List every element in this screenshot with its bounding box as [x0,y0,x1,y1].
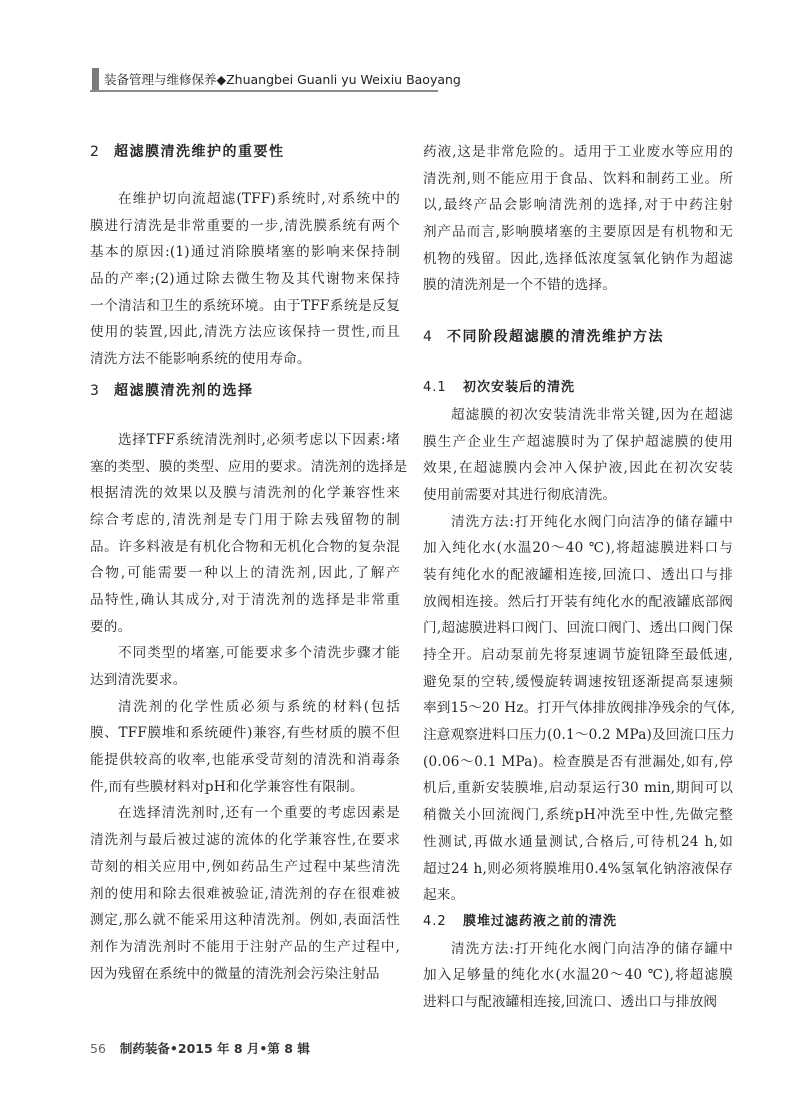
text-line: 因为残留在系统中的微量的清洗剂会污染注射品 [90,965,380,982]
section-2-heading [90,139,400,165]
paragraph [90,694,400,801]
text-line: 稍微关小回流阀门,系统pH冲洗至中性,先做完整 [423,807,733,824]
section-3-heading [90,378,400,404]
subsection-title: 膜堆过滤药液之前的清洗 [463,913,618,929]
text-line: 件,而有些膜材料对pH和化学兼容性有限制。 [90,778,364,795]
text-line: 在选择清洗剂时,还有一个重要的考虑因素是 [118,805,400,822]
text-line: 门,超滤膜进料口阀门、回流口阀门、透出口阀门保 [423,620,733,637]
text-line: 清洗剂,则不能应用于食品、饮料和制药工业。所 [423,170,733,187]
section-title: 不同阶段超滤膜的清洗维护方法 [447,329,664,346]
text-line: 起来。 [423,887,465,904]
page-footer [90,1039,310,1057]
text-line: 综合考虑的,清洗剂是专门用于除去残留物的制 [90,511,400,528]
paragraph [90,800,400,987]
text-line: 在维护切向流超滤(TFF)系统时,对系统中的 [118,191,400,207]
right-column [423,139,736,1016]
paragraph [90,640,400,693]
text-line: 加入足够量的纯化水(水温20～40 ℃),将超滤膜 [423,967,733,984]
paragraph [90,427,408,641]
text-line: 清洗剂与最后被过滤的流体的化学兼容性,在要求 [90,832,400,849]
text-line: 品特性,确认其成分,对于清洗剂的选择是非常重 [90,591,400,608]
text-line: 清洗剂的化学性质必须与系统的材料(包括 [118,698,400,715]
text-line: 膜、TFF膜堆和系统硬件)兼容,有些材质的膜不但 [90,725,400,742]
paragraph [423,139,733,299]
text-line: 持全开。启动泵前先将泵速调节旋钮降至最低速, [423,647,733,663]
section-title: 超滤膜清洗剂的选择 [114,382,254,399]
text-line: 根据清洗的效果以及膜与清洗剂的化学兼容性来 [90,485,400,502]
text-line: 清洗方法:打开纯化水阀门向洁净的储存罐中 [451,513,733,530]
text-line: 加入纯化水(水温20～40 ℃),将超滤膜进料口与 [423,540,733,557]
text-line: 装有纯化水的配液罐相连接,回流口、透出口与排 [423,566,733,583]
section-number: 4 [423,329,434,346]
text-line: 剂产品而言,影响膜堵塞的主要原因是有机物和无 [423,224,733,241]
header-bar-decoration [92,68,99,90]
subsection-title: 初次安装后的清洗 [463,380,576,396]
text-line: 避免泵的空转,缓慢旋转调速按钮逐渐提高泵速频 [423,673,733,690]
section-4-heading [423,324,733,350]
text-line: 塞的类型、膜的类型、应用的要求。清洗剂的选择是 [90,458,408,475]
text-line: 机后,重新安装膜堆,启动泵运行30 min,期间可以 [423,780,733,797]
text-line: 超过24 h,则必须将膜堆用0.4%氢氧化钠溶液保存 [423,860,733,877]
section-number: 2 [90,144,101,160]
text-line: 清洗方法不能影响系统的使用寿命。 [90,351,311,368]
text-line: 一个清洁和卫生的系统环境。由于TFF系统是反复 [90,297,400,314]
text-line: 基本的原因:(1)通过消除膜堵塞的影响来保持制 [90,244,400,261]
text-line: (0.06～0.1 MPa)。检查膜是否有泄漏处,如有,停 [423,753,733,770]
text-line: 膜进行清洗是非常重要的一步,清洗膜系统有两个 [90,217,400,234]
text-line: 进料口与配液罐相连接,回流口、透出口与排放阀 [423,993,718,1010]
page-number: 56 [90,1041,106,1056]
running-title: 装备管理与维修保养◆Zhuangbei Guanli yu Weixiu Baoyang [104,72,461,87]
text-line: 率到15～20 Hz。打开气体排放阀排净残余的气体, [423,700,736,717]
text-line: 效果,在超滤膜内会冲入保护液,因此在初次安装 [423,460,733,477]
text-line: 以,最终产品会影响清洗剂的选择,对于中药注射 [423,197,733,214]
section-title: 超滤膜清洗维护的重要性 [114,144,285,160]
text-line: 苛刻的相关应用中,例如药品生产过程中某些清洗 [90,858,400,875]
subsection-number: 4.1 [423,380,447,396]
text-line: 膜生产企业生产超滤膜时为了保护超滤膜的使用 [423,433,733,450]
text-line: 选择TFF系统清洗剂时,必须考虑以下因素:堵 [118,431,400,448]
text-line: 剂作为清洗剂时不能用于注射产品的生产过程中, [90,938,400,955]
text-line: 剂的使用和除去很难被验证,清洗剂的存在很难被 [90,885,400,902]
text-line: 能提供较高的收率,也能承受苛刻的清洗和消毒条 [90,752,400,769]
left-column [90,139,408,987]
paragraph [90,186,400,373]
text-line: 使用的装置,因此,清洗方法应该保持一贯性,而且 [90,324,400,341]
text-line: 要的。 [90,618,132,635]
text-line: 测定,那么就不能采用这种清洗剂。例如,表面活性 [90,912,400,929]
text-line: 使用前需要对其进行彻底清洗。 [423,486,617,503]
text-line: 注意观察进料口压力(0.1～0.2 MPa)及回流口压力 [423,727,735,744]
subsection-4-2-heading [423,909,733,936]
text-line: 机物的残留。因此,选择低浓度氢氧化钠作为超滤 [423,250,733,267]
subsection-number: 4.2 [423,913,447,929]
paragraph [423,509,736,909]
text-line: 性测试,再做水通量测试,合格后,可待机24 h,如 [423,833,733,850]
text-line: 药液,这是非常危险的。适用于工业废水等应用的 [423,144,733,160]
text-line: 品。许多料液是有机化合物和无机化合物的复杂混 [90,538,400,555]
paragraph [423,402,733,509]
text-line: 放阀相连接。然后打开装有纯化水的配液罐底部阀 [423,593,733,610]
journal-info: 制药装备•2015 年 8 月•第 8 辑 [119,1041,310,1056]
text-line: 合物,可能需要一种以上的清洗剂,因此,了解产 [90,565,400,582]
text-line: 膜的清洗剂是一个不错的选择。 [423,277,617,294]
text-line: 超滤膜的初次安装清洗非常关键,因为在超滤 [451,406,733,423]
text-line: 达到清洗要求。 [90,672,187,688]
text-line: 不同类型的堵塞,可能要求多个清洗步骤才能 [118,645,400,662]
paragraph [423,936,733,1016]
subsection-4-1-heading [423,375,733,402]
text-line: 品的产率;(2)通过除去微生物及其代谢物来保持 [90,271,400,288]
running-header [90,66,461,92]
text-line: 清洗方法:打开纯化水阀门向洁净的储存罐中 [451,940,733,957]
section-number: 3 [90,382,101,399]
